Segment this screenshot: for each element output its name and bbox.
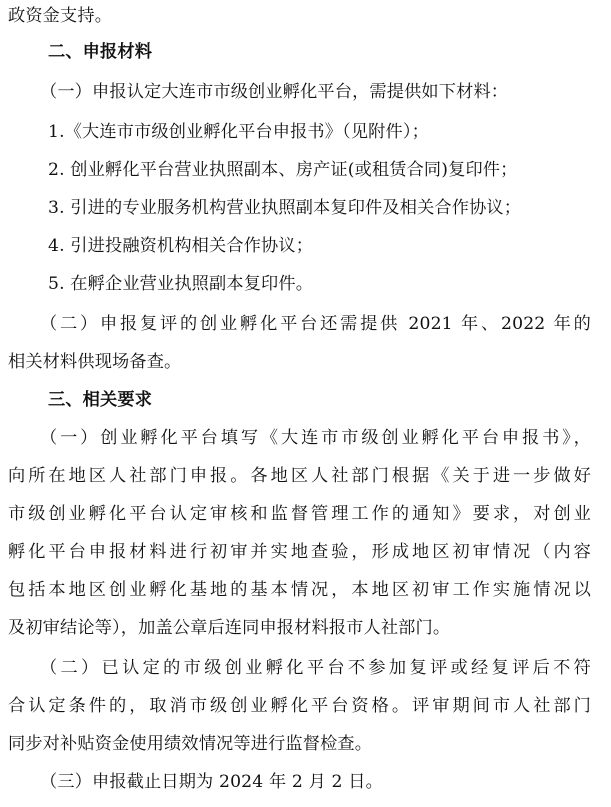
text-line-continuation: 政资金支持。 [8,6,113,26]
list-item-1: 1.《大连市市级创业孵化平台申报书》（见附件）； [48,122,429,142]
list-item-4: 4. 引进投融资机构相关合作协议； [48,236,314,256]
paragraph-req2-line-3: 同步对补贴资金使用绩效情况等进行监督检查。 [8,734,373,754]
paragraph-req2-line-1: （二）已认定的市级创业孵化平台不参加复评或经复评后不符 [40,658,591,678]
paragraph-req1-line-3: 市级创业孵化平台认定审核和监督管理工作的通知》要求，对创业 [8,504,591,524]
list-item-2: 2. 创业孵化平台营业执照副本、房产证(或租赁合同)复印件； [48,160,518,180]
section-heading-materials: 二、申报材料 [48,42,153,62]
paragraph-req1-line-5: 包括本地区创业孵化基地的基本情况，本地区初审工作实施情况以 [8,580,591,600]
section-heading-requirements: 三、相关要求 [48,390,153,410]
paragraph-req2-line-2: 合认定条件的，取消市级创业孵化平台资格。评审期间市人社部门 [8,696,591,716]
paragraph-req1-line-4: 孵化平台申报材料进行初审并实地查验，形成地区初审情况（内容 [8,542,591,562]
paragraph-review-line-1: （二）申报复评的创业孵化平台还需提供 2021 年、2022 年的 [40,314,591,334]
paragraph-deadline: （三）申报截止日期为 2024 年 2 月 2 日。 [40,772,383,792]
list-item-5: 5. 在孵企业营业执照副本复印件。 [48,274,314,294]
paragraph-req1-line-6: 及初审结论等），加盖公章后连同申报材料报市人社部门。 [8,618,451,638]
paragraph-req1-line-1: （一）创业孵化平台填写《大连市市级创业孵化平台申报书》， [40,428,591,448]
list-item-3: 3. 引进的专业服务机构营业执照副本复印件及相关合作协议； [48,198,522,218]
paragraph-req1-line-2: 向所在地区人社部门申报。各地区人社部门根据《关于进一步做好 [8,466,591,486]
paragraph-review-line-2: 相关材料供现场备查。 [8,352,182,372]
paragraph-materials-intro: （一）申报认定大连市市级创业孵化平台，需提供如下材料： [40,82,509,102]
